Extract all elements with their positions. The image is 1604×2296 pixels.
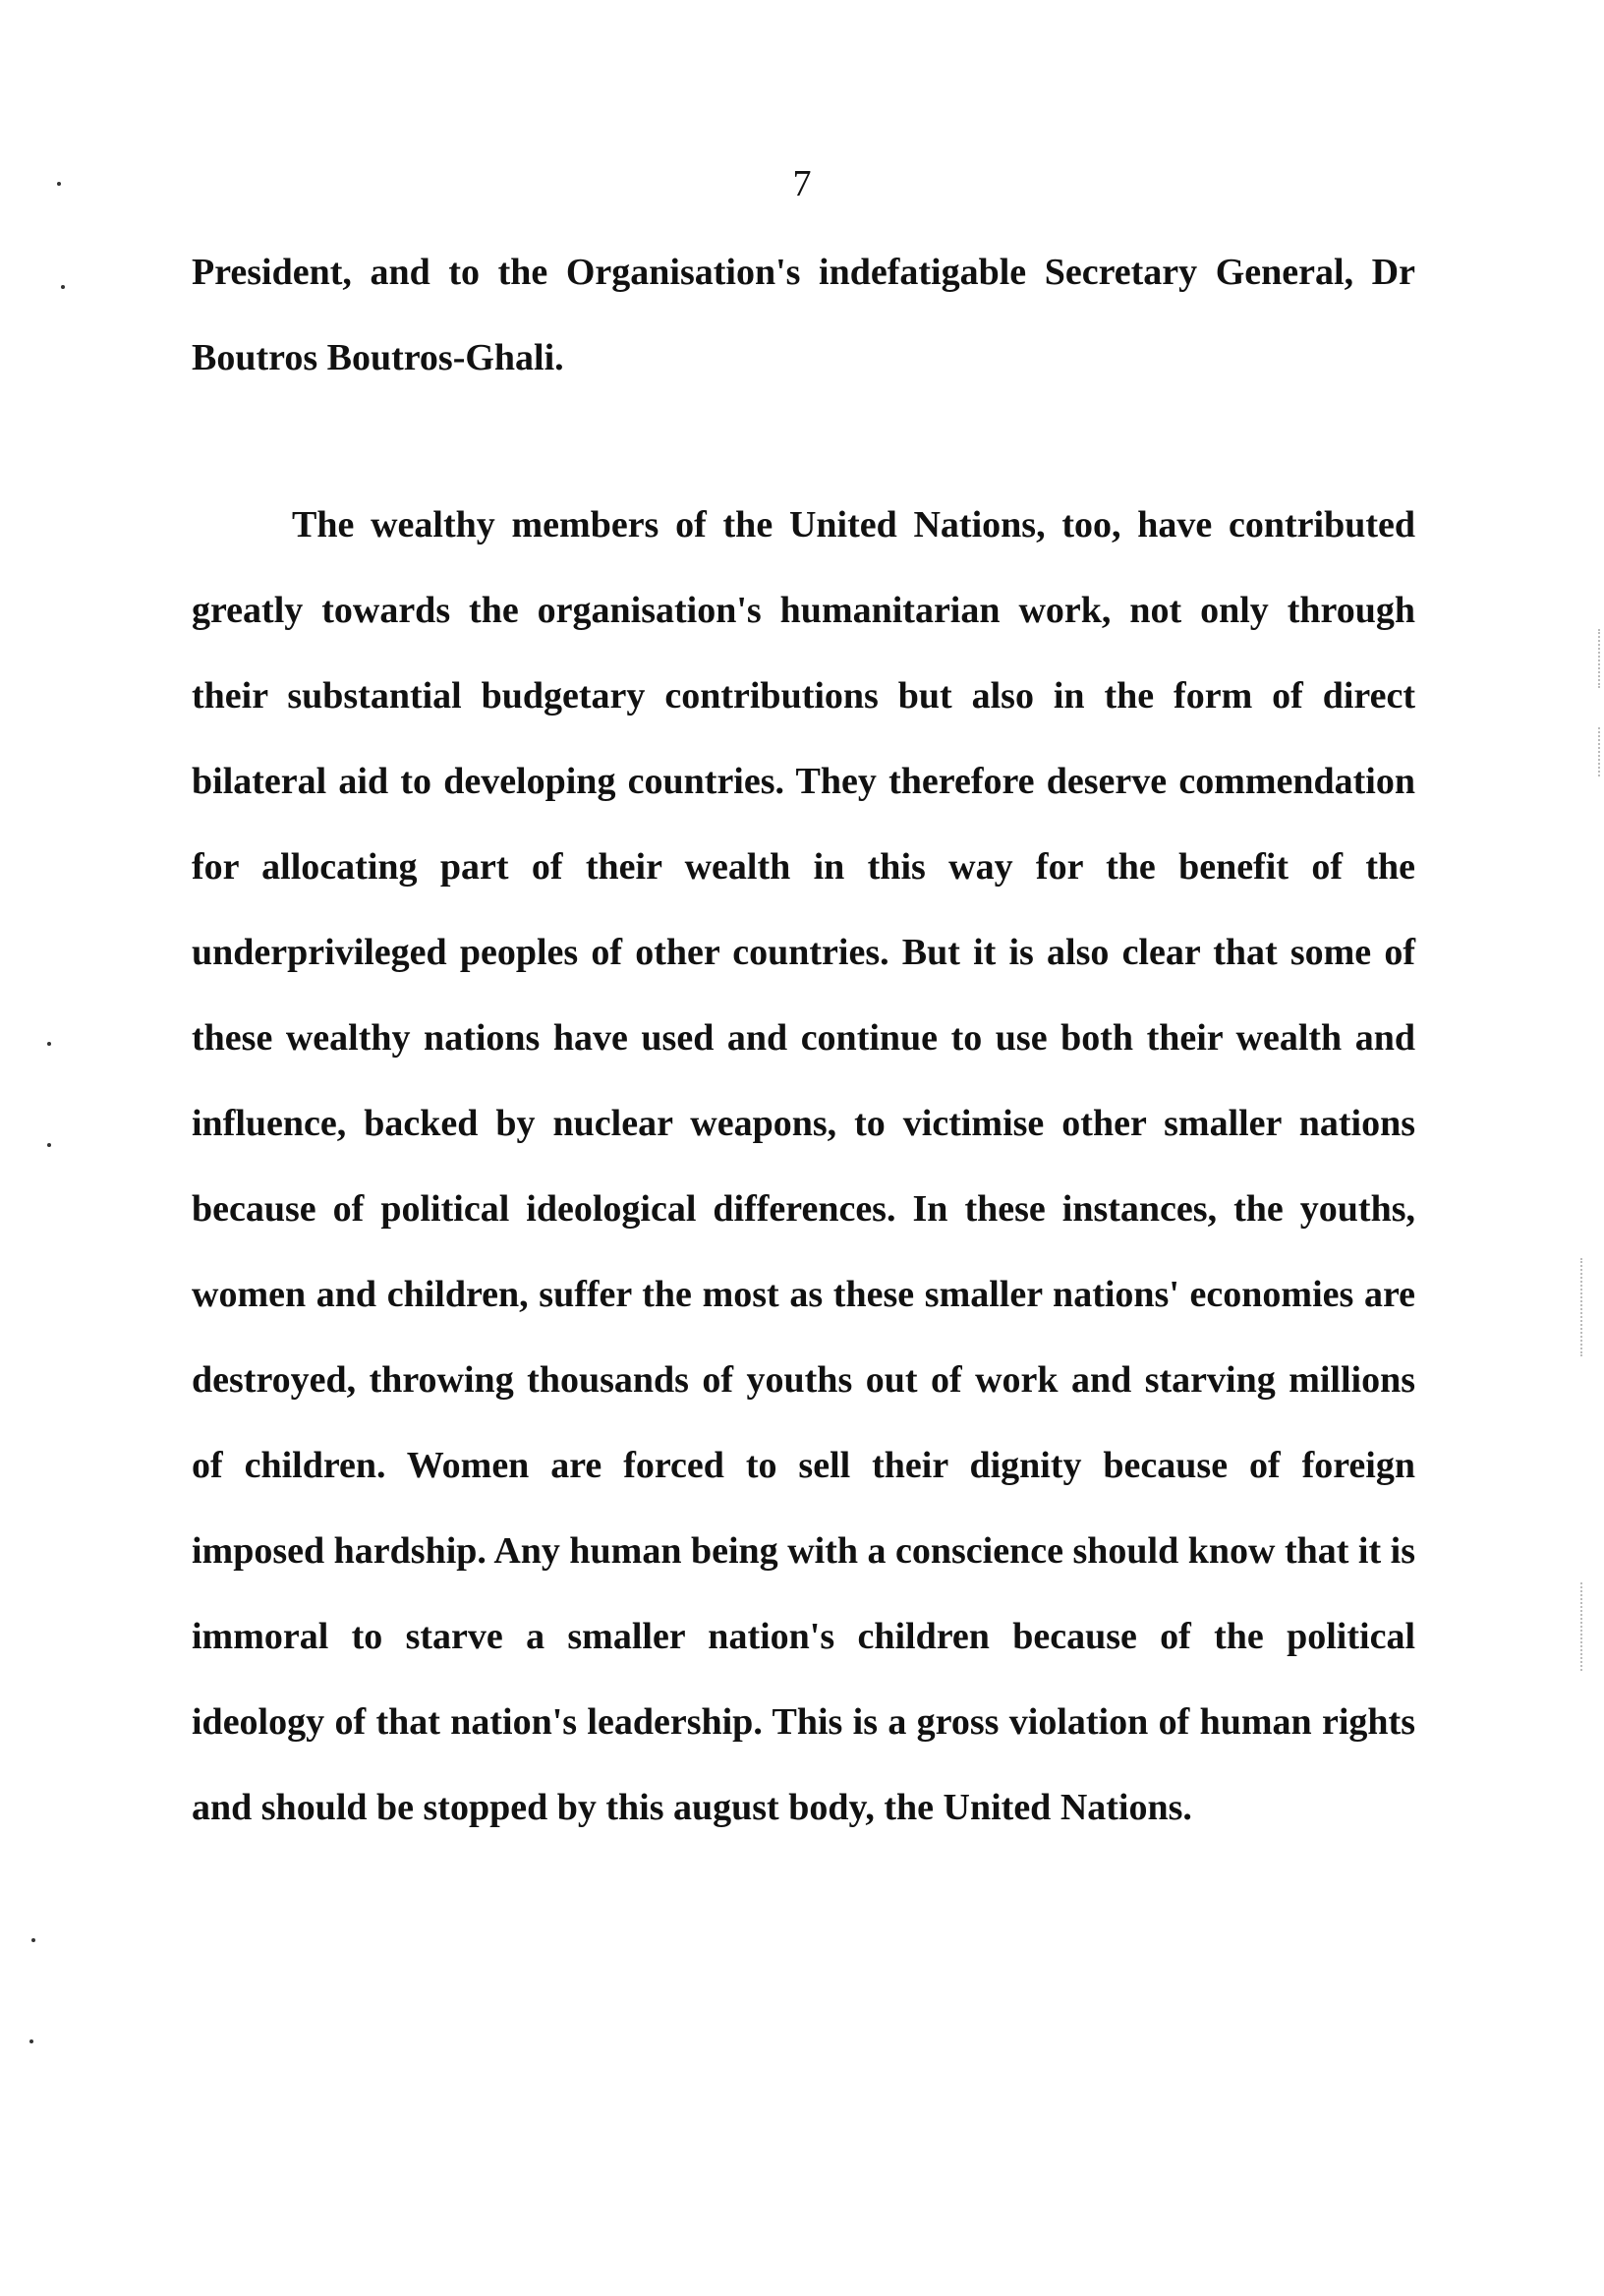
scan-margin-artifact xyxy=(1580,1582,1584,1671)
paragraph-1: President, and to the Organisation's indefatigable Secretary General, Dr Boutros Boutros-Ghali. xyxy=(192,252,1415,378)
scan-margin-artifact xyxy=(1580,1258,1584,1356)
paragraph-2: The wealthy members of the United Nations, too, have contributed greatly towards the organisation's humanitarian work, not only through their substantial budgetary contributions but also in the form of direct bilateral aid to developing countries. They therefore deserve commendation for allocating part of their wealth in this way for the benefit of the underprivileged peoples of other countries. But it is also clear that some of these wealthy nations have used and continue to use both their wealth and influence, backed by nuclear weapons, to victimise other smaller nations because of political ideological differences. In these instances, the youths, women and children, suffer the most as these smaller nations' economies are destroyed, throwing thousands of youths out of work and starving millions of children. Women are forced to sell their dignity because of foreign imposed hardship. Any human being with a conscience should know that it is immoral to starve a smaller nation's children because of the political ideology of that nation's leadership. This is a gross violation of human rights and should be stopped by this august body, the United Nations. xyxy=(192,504,1415,1828)
scan-margin-artifact xyxy=(1598,727,1602,776)
scan-speck xyxy=(47,1143,51,1147)
scan-speck xyxy=(57,182,61,186)
scan-speck xyxy=(61,285,65,289)
page-number: 7 xyxy=(792,163,812,204)
scan-speck xyxy=(31,1938,35,1942)
scan-speck xyxy=(47,1042,51,1046)
scan-speck xyxy=(29,2039,33,2043)
scan-margin-artifact xyxy=(1598,629,1602,688)
